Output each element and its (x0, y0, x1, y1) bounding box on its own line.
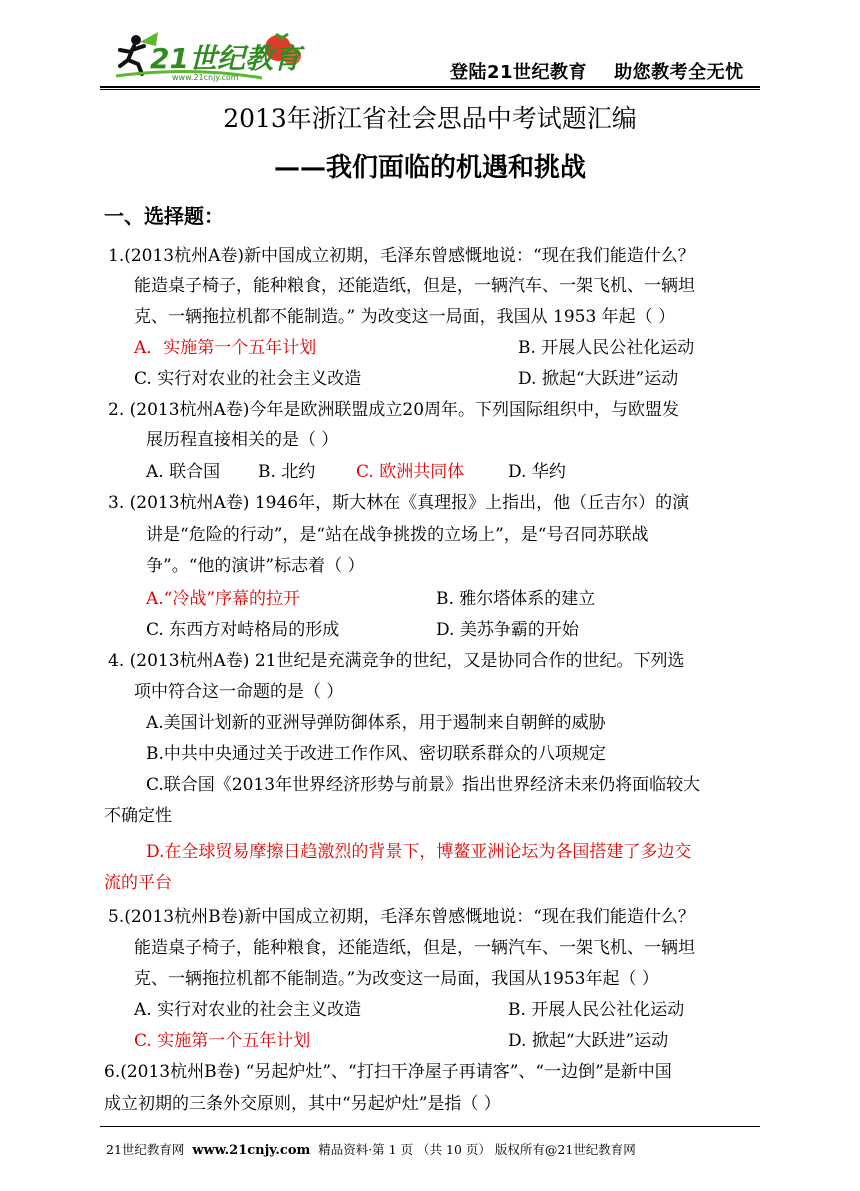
question-4-option-a: A.美国计划新的亚洲导弹防御体系，用于遏制来自朝鲜的威胁 (146, 713, 606, 733)
question-2-line-2: 展历程直接相关的是（ ） (146, 430, 339, 450)
page-footer (106, 1140, 636, 1158)
question-1-line-2: 能造桌子椅子，能种粮食，还能造纸，但是，一辆汽车、一架飞机、一辆坦 (134, 276, 695, 296)
question-5-option-c: C. 实施第一个五年计划 (134, 1031, 311, 1051)
question-4-option-d-line-1: D.在全球贸易摩擦日趋激烈的背景下，博鳌亚洲论坛为各国搭建了多边交 (146, 842, 692, 862)
question-2-option-b: B. 北约 (258, 462, 316, 482)
svg-text:www.21cnjy.com: www.21cnjy.com (172, 73, 239, 82)
question-5-line-1: 5.(2013杭州B卷)新中国成立初期，毛泽东曾感慨地说：“现在我们能造什么？ (108, 907, 695, 927)
question-5-option-d: D. 掀起“大跃进”运动 (508, 1031, 669, 1051)
question-1-option-b: B. 开展人民公社化运动 (518, 338, 695, 358)
question-3-option-d: D. 美苏争霸的开始 (436, 620, 579, 640)
question-3-option-b: B. 雅尔塔体系的建立 (436, 589, 596, 609)
question-2-option-c: C. 欧洲共同体 (356, 462, 465, 482)
document-title: 2013年浙江省社会思品中考试题汇编 (223, 104, 637, 133)
question-4-line-1: 4. (2013杭州A卷) 21世纪是充满竞争的世纪，又是协同合作的世纪。下列选 (108, 651, 685, 671)
svg-text:21世纪教育: 21世纪教育 (150, 42, 301, 75)
footer-site-link[interactable]: www.21cnjy.com (192, 1143, 311, 1158)
footer-divider (100, 1126, 760, 1127)
question-2-option-d: D. 华约 (508, 462, 566, 482)
footer-left: 21世纪教育网 (106, 1142, 193, 1157)
question-4-line-2: 项中符合这一命题的是（ ） (134, 682, 344, 702)
question-5-option-b: B. 开展人民公社化运动 (508, 1000, 685, 1020)
question-2-option-a: A. 联合国 (146, 462, 221, 482)
question-2-line-1: 2. (2013杭州A卷)今年是欧洲联盟成立20周年。下列国际组织中，与欧盟发 (108, 400, 680, 420)
footer-right: 精品资料·第 1 页 （共 10 页） 版权所有@21世纪教育网 (310, 1142, 636, 1157)
question-3-option-c: C. 东西方对峙格局的形成 (146, 620, 340, 640)
question-4-option-b: B.中共中央通过关于改进工作作风、密切联系群众的八项规定 (146, 744, 606, 764)
question-3-line-1: 3. (2013杭州A卷) 1946年，斯大林在《真理报》上指出，他（丘吉尔）的演 (108, 493, 690, 513)
question-6-line-2: 成立初期的三条外交原则，其中“另起炉灶”是指（ ） (104, 1094, 501, 1114)
document-subtitle: ——我们面临的机遇和挑战 (273, 153, 586, 183)
question-1-option-a: A．实施第一个五年计划 (134, 338, 317, 358)
question-4-option-d-line-2: 流的平台 (104, 873, 172, 893)
question-1-option-d: D. 掀起“大跃进”运动 (518, 369, 679, 389)
question-3-line-3: 争”。“他的演讲”标志着（ ） (146, 556, 365, 576)
logo-graphic (112, 26, 312, 86)
header-divider (100, 86, 760, 88)
question-4-option-c-line-2: 不确定性 (104, 806, 172, 826)
logo (112, 26, 312, 86)
section-heading: 一、选择题： (104, 204, 224, 228)
header-slogan: 登陆21世纪教育 助您教考全无忧 (450, 62, 744, 83)
question-4-option-c-line-1: C.联合国《2013年世界经济形势与前景》指出世界经济未来仍将面临较大 (146, 775, 701, 795)
question-5-option-a: A. 实行对农业的社会主义改造 (134, 1000, 362, 1020)
question-5-line-3: 克、一辆拖拉机都不能制造。”为改变这一局面，我国从1953年起（ ） (134, 969, 659, 989)
question-5-line-2: 能造桌子椅子，能种粮食，还能造纸，但是，一辆汽车、一架飞机、一辆坦 (134, 938, 695, 958)
question-3-option-a: A.“冷战”序幕的拉开 (146, 589, 301, 609)
question-1-line-1: 1.(2013杭州A卷)新中国成立初期，毛泽东曾感慨地说：“现在我们能造什么？ (108, 246, 695, 266)
question-1-line-3: 克、一辆拖拉机都不能制造。” 为改变这一局面，我国从 1953 年起（ ） (134, 307, 676, 327)
question-3-line-2: 讲是“危险的行动”，是“站在战争挑拨的立场上”，是“号召同苏联战 (146, 525, 649, 545)
question-1-option-c: C. 实行对农业的社会主义改造 (134, 369, 362, 389)
header-divider-thin (100, 89, 760, 90)
question-6-line-1: 6.(2013杭州B卷) “另起炉灶”、“打扫干净屋子再请客”、“一边倒”是新中国 (104, 1062, 672, 1082)
